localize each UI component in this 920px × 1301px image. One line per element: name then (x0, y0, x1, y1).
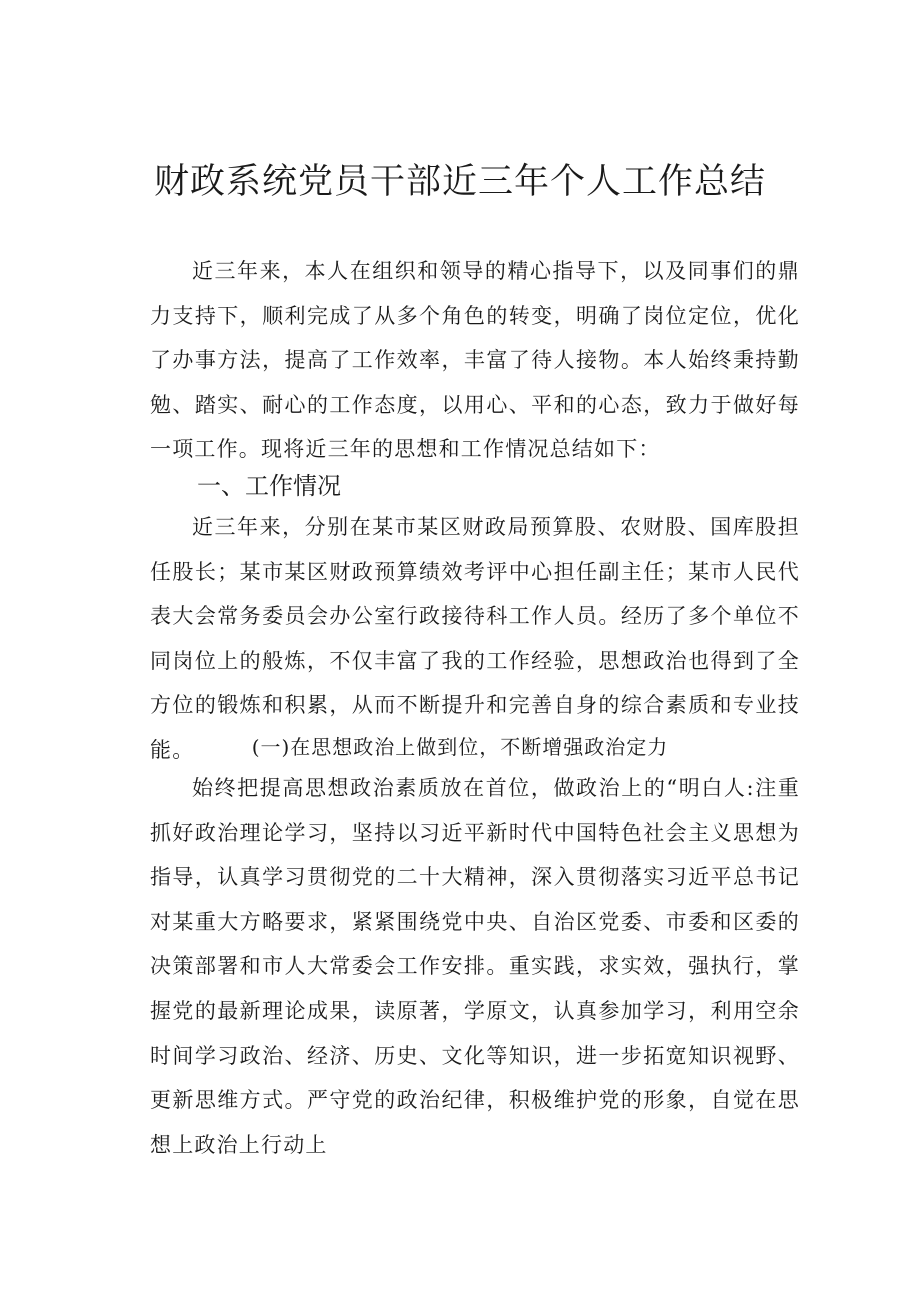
document-title: 财政系统党员干部近三年个人工作总结 (153, 162, 766, 202)
section-1-paragraph: 近三年来，分别在某市某区财政局预算股、农财股、国库股担任股长；某市某区财政预算绩效考评中心担任副主任；某市人民代表大会常务委员会办公室行政接待科工作人员。经历了多个单位不同岗位上的般炼，不仅丰富了我的工作经验，思想政治也得到了全方位的锻炼和积累，从而不断提升和完善自身的综合素质和专业技能。 (150, 515, 800, 762)
subsection-1-paragraph: 始终把提高思想政治素质放在首位，做政治上的“明白人:注重抓好政治理论学习，坚持以习近平新时代中国特色社会主义思想为指导，认真学习贯彻党的二十大精神，深入贯彻落实习近平总书记对某重大方略要求，紧紧围绕党中央、自治区党委、市委和区委的决策部署和市人大常委会工作安排。重实践，求实效，强执行，掌握党的最新理论成果，读原著，学原文，认真参加学习，利用空余时间学习政治、经济、历史、文化等知识，进一步拓宽知识视野、更新思维方式。严守党的政治纪律，积极维护党的形象，自觉在思想上政治上行动上 (150, 776, 800, 1157)
section-1-heading: 一、工作情况 (197, 472, 341, 500)
intro-paragraph: 近三年来，本人在组织和领导的精心指导下，以及同事们的鼎力支持下，顺利完成了从多个角色的转变，明确了岗位定位，优化了办事方法，提高了工作效率，丰富了待人接物。本人始终秉持勤勉、踏实、耐心的工作态度，以用心、平和的心态，致力于做好每一项工作。现将近三年的思想和工作情况总结如下： (150, 259, 800, 462)
subsection-1-heading: (一)在思想政治上做到位，不断增强政治定力 (251, 735, 669, 759)
